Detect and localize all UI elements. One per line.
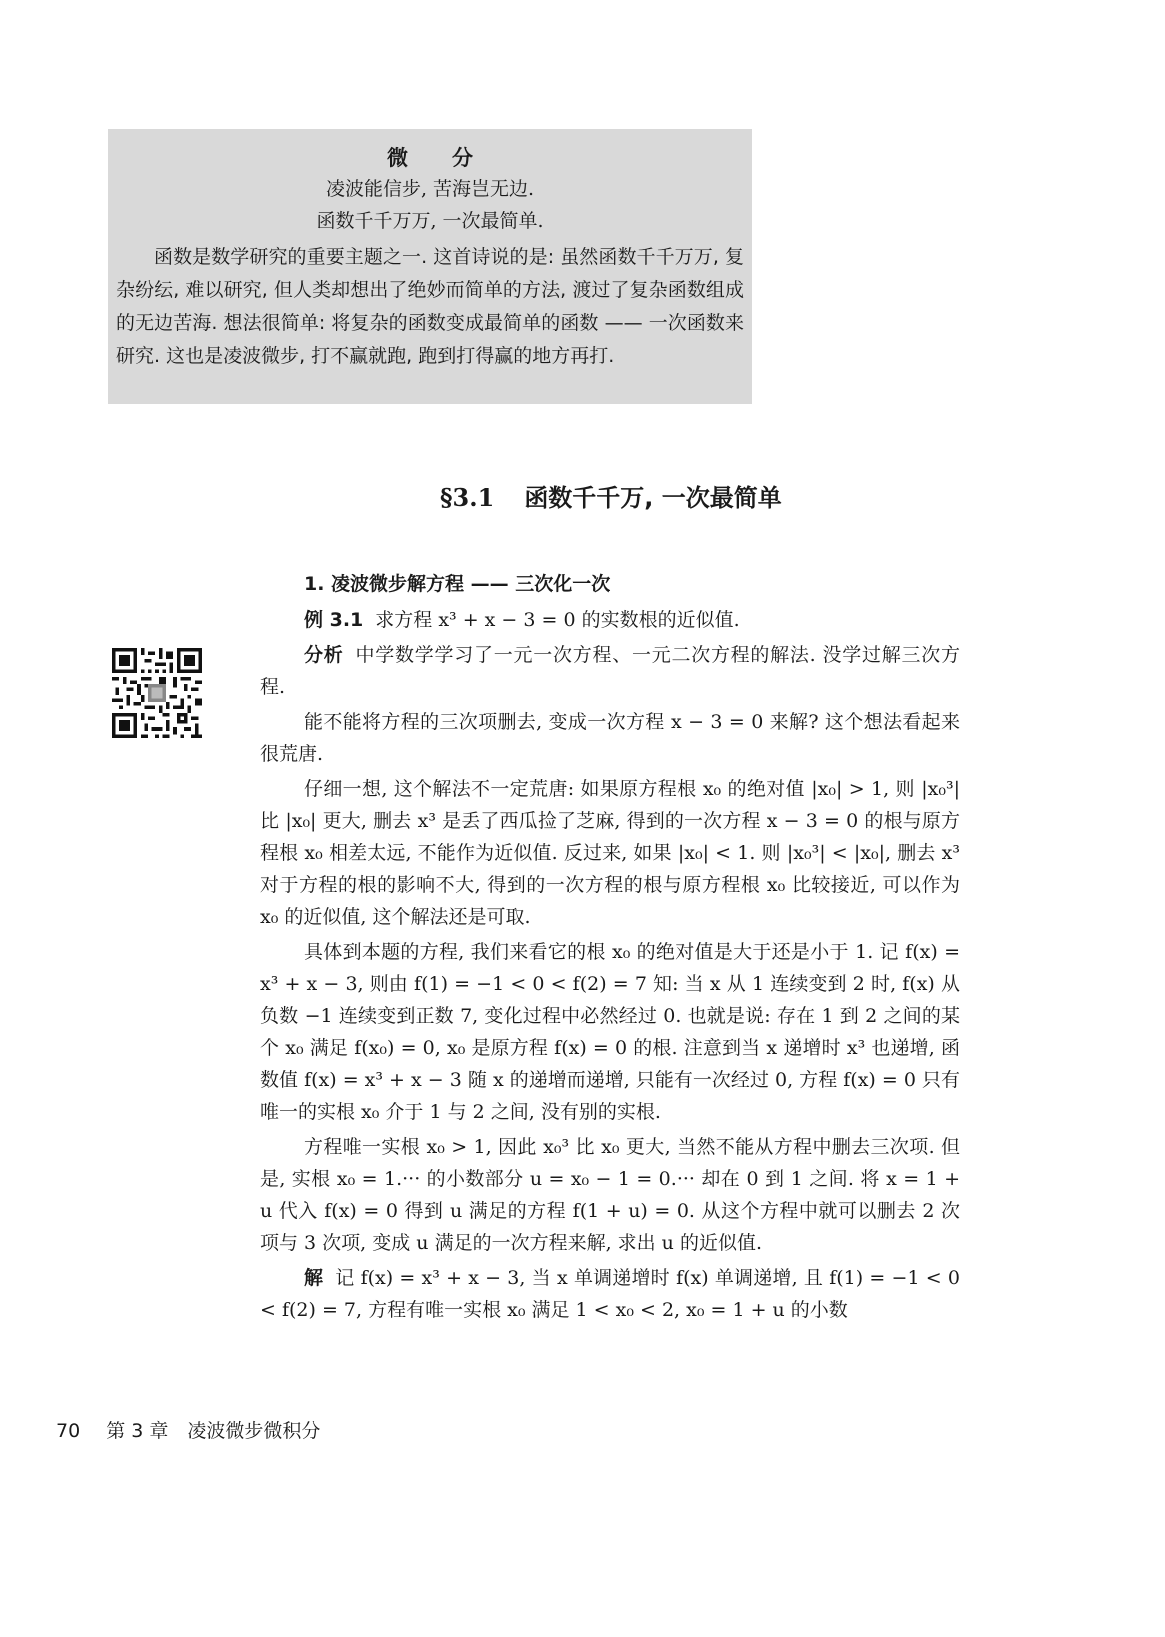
page-footer [56, 1416, 320, 1443]
solution-label: 解 [304, 1267, 324, 1289]
example-text: 求方程 x³ + x − 3 = 0 的实数根的近似值. [375, 609, 740, 631]
page-number: 70 [56, 1420, 81, 1442]
poem-title: 微分 [387, 146, 517, 170]
analysis-label: 分析 [304, 644, 344, 666]
paragraph: 能不能将方程的三次项删去, 变成一次方程 x − 3 = 0 来解? 这个想法看起来很荒唐. [260, 711, 960, 765]
chapter-label: 第 3 章 凌波微步微积分 [106, 1420, 321, 1442]
subsection-title: 1. 凌波微步解方程 —— 三次化一次 [304, 573, 611, 595]
section-title: 函数千千万, 一次最简单 [524, 484, 782, 512]
paragraph: 具体到本题的方程, 我们来看它的根 x₀ 的绝对值是大于还是小于 1. 记 f(x) = x³ + x − 3, 则由 f(1) = −1 < 0 < f(2) = 7 知: 当 x 从 1 连续变到 2 时, f(x) 从负数 −1 连续变到正数 7, 变化过程中必然经过 0. 也就是说: 存在 1 到 2 之间的某个 x₀ 满足 f(x₀) = 0, x₀ 是原方程 f(x) = 0 的根. 注意到当 x 递增时 x³ 也递增, 函数值 f(x) = x³ + x − 3 随 x 的递增而递增, 只能有一次经过 0, 方程 f(x) = 0 只有唯一的实根 x₀ 介于 1 与 2 之间, 没有别的实根. [260, 941, 960, 1123]
poem-explanation: 函数是数学研究的重要主题之一. 这首诗说的是: 虽然函数千千万万, 复杂纷纭, 难以研究, 但人类却想出了绝妙而简单的方法, 渡过了复杂函数组成的无边苦海. 想法很简单: 将复杂的函数变成最简单的函数 —— 一次函数来研究. 这也是凌波微步, 打不赢就跑, 跑到打得赢的地方再打. [116, 246, 744, 367]
poem-line-2: 函数千千万万, 一次最简单. [316, 210, 544, 232]
paragraph: 方程唯一实根 x₀ > 1, 因此 x₀³ 比 x₀ 更大, 当然不能从方程中删去三次项. 但是, 实根 x₀ = 1.··· 的小数部分 u = x₀ − 1 = 0.··· 却在 0 到 1 之间. 将 x = 1 + u 代入 f(x) = 0 得到 u 满足的方程 f(1 + u) = 0. 从这个方程中就可以删去 2 次项与 3 次项, 变成 u 满足的一次方程来解, 求出 u 的近似值. [260, 1136, 960, 1254]
solution-text: 记 f(x) = x³ + x − 3, 当 x 单调递增时 f(x) 单调递增, 且 f(1) = −1 < 0 < f(2) = 7, 方程有唯一实根 x₀ 满足 1 < x₀ < 2, x₀ = 1 + u 的小数 [260, 1267, 960, 1321]
analysis-paragraph [260, 639, 960, 703]
solution-paragraph [260, 1262, 960, 1326]
poem-box [108, 129, 752, 404]
analysis-text: 中学数学学习了一元一次方程、一元二次方程的解法. 没学过解三次方程. [260, 644, 960, 698]
example-label: 例 3.1 [304, 609, 364, 631]
poem-line-1: 凌波能信步, 苦海岂无边. [325, 178, 535, 200]
paragraph: 仔细一想, 这个解法不一定荒唐: 如果原方程根 x₀ 的绝对值 |x₀| > 1, 则 |x₀³| 比 |x₀| 更大, 删去 x³ 是丢了西瓜捡了芝麻, 得到的一次方程 x − 3 = 0 的根与原方程根 x₀ 相差太远, 不能作为近似值. 反过来, 如果 |x₀| < 1. 则 |x₀³| < |x₀|, 删去 x³ 对于方程的根的影响不大, 得到的一次方程的根与原方程根 x₀ 比较接近, 可以作为 x₀ 的近似值, 这个解法还是可取. [260, 778, 960, 928]
example-paragraph [260, 604, 960, 636]
main-content [260, 566, 960, 1329]
section-number: §3.1 [440, 483, 495, 512]
section-heading [440, 478, 782, 513]
qr-code-icon[interactable] [112, 648, 202, 738]
